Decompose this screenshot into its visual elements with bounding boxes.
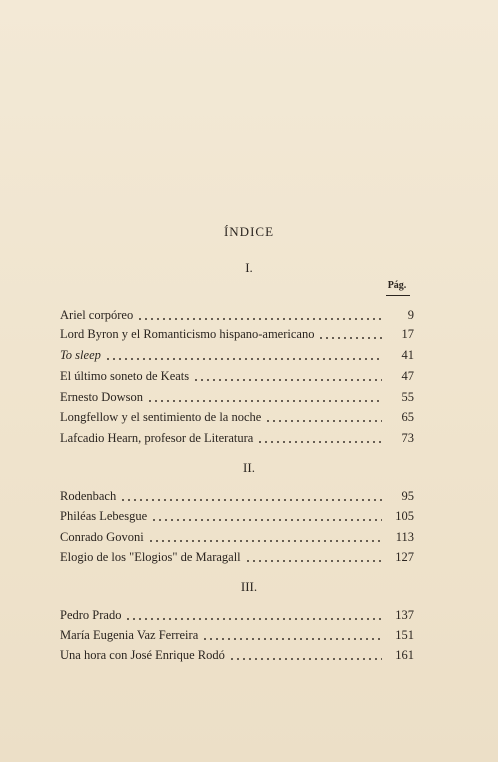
toc-entry-page: 105 — [395, 509, 414, 523]
toc-entry-page: 127 — [395, 550, 414, 564]
toc-entry-title: María Eugenia Vaz Ferreira — [60, 628, 199, 642]
toc-entry — [60, 324, 414, 342]
section-heading-1: I. — [245, 260, 253, 275]
toc-entry-page: 41 — [401, 348, 414, 362]
toc-entry-page: 113 — [395, 530, 414, 544]
toc-entry-title: To sleep — [60, 348, 101, 362]
toc-entry-page: 9 — [407, 308, 414, 322]
toc-entry — [60, 407, 414, 425]
toc-entry-page: 65 — [401, 410, 414, 424]
section-heading-2: II. — [243, 460, 255, 475]
toc-entry — [60, 547, 414, 565]
dot-leader — [105, 358, 382, 360]
dot-leader — [151, 519, 382, 521]
dot-leader — [125, 618, 382, 620]
toc-entry — [60, 506, 414, 524]
toc-entry — [60, 366, 414, 384]
toc-entry-title: Lord Byron y el Romanticismo hispano-americano — [60, 327, 315, 341]
page-header-rule — [386, 295, 410, 296]
toc-entry — [60, 387, 414, 405]
toc-entry-page: 17 — [401, 327, 414, 341]
dot-leader — [137, 318, 382, 320]
dot-leader — [193, 379, 382, 381]
toc-entry — [60, 486, 414, 504]
dot-leader — [229, 658, 382, 660]
toc-entry-title: Conrado Govoni — [60, 530, 144, 544]
dot-leader — [120, 499, 382, 501]
toc-entry-title: Una hora con José Enrique Rodó — [60, 648, 225, 662]
toc-entry — [60, 605, 414, 623]
section-heading-3: III. — [240, 579, 258, 594]
toc-entry-page: 137 — [395, 608, 414, 622]
toc-entry-title: Philéas Lebesgue — [60, 509, 148, 523]
dot-leader — [265, 420, 382, 422]
dot-leader — [202, 638, 382, 640]
toc-entry-title: El último soneto de Keats — [60, 369, 190, 383]
dot-leader — [148, 540, 382, 542]
toc-entry-title: Lafcadio Hearn, profesor de Literatura — [60, 431, 254, 445]
toc-entry-page: 151 — [395, 628, 414, 642]
toc-entry-page: 55 — [401, 390, 414, 404]
toc-entry-page: 161 — [395, 648, 414, 662]
dot-leader — [257, 441, 382, 443]
page-column-header: Pág. — [387, 280, 407, 291]
toc-entry-page: 47 — [401, 369, 414, 383]
toc-entry-title: Longfellow y el sentimiento de la noche — [60, 410, 262, 424]
dot-leader — [245, 560, 382, 562]
toc-entry — [60, 645, 414, 663]
toc-entry-page: 73 — [401, 431, 414, 445]
toc-entry — [60, 345, 414, 363]
toc-entry-title: Ariel corpóreo — [60, 308, 134, 322]
toc-entry — [60, 428, 414, 446]
toc-entry-title: Pedro Prado — [60, 608, 122, 622]
dot-leader — [318, 337, 382, 339]
toc-entry-page: 95 — [401, 489, 414, 503]
toc-entry — [60, 527, 414, 545]
toc-entry-title: Ernesto Dowson — [60, 390, 143, 404]
toc-entry-title: Elogio de los "Elogios" de Maragall — [60, 550, 241, 564]
index-title: ÍNDICE — [223, 224, 275, 239]
toc-entry — [60, 305, 414, 323]
dot-leader — [147, 400, 382, 402]
toc-entry — [60, 625, 414, 643]
toc-entry-title: Rodenbach — [60, 489, 117, 503]
